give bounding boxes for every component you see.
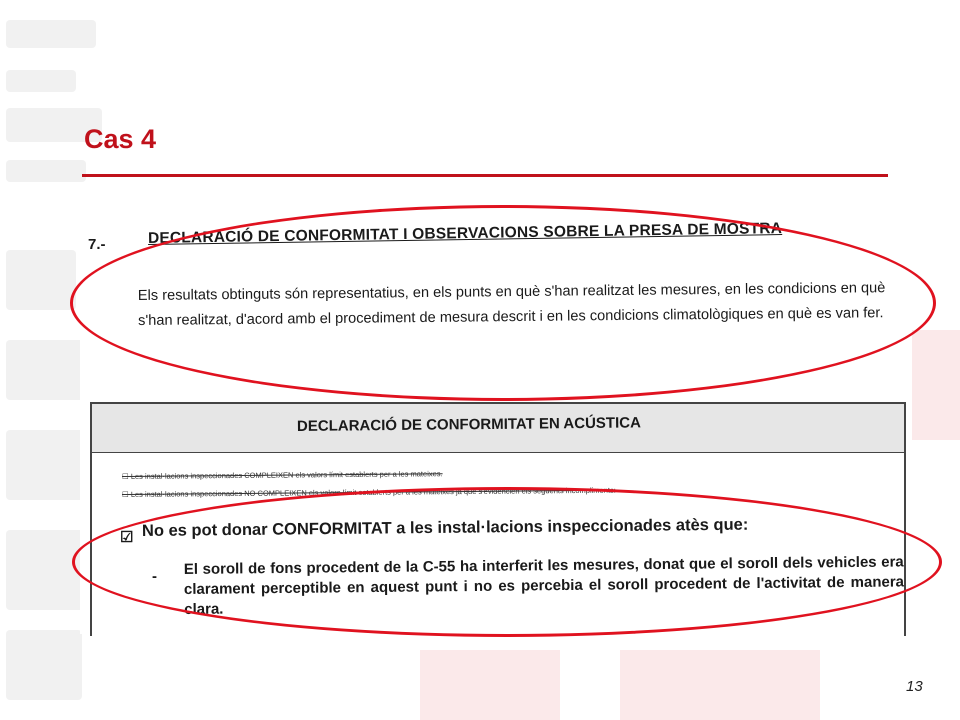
highlight-ellipse-bottom	[72, 487, 942, 637]
slide-title: Cas 4	[84, 124, 157, 154]
background-watermark-red	[420, 650, 560, 720]
conformity-paragraph: Els resultats obtinguts són representatius, en els punts en què s'han realitzat les mesures, en les condicions en què s'han realitzat, d'acord amb el procediment de mesura descrit i en les condicions climatològiques en què es van fer.	[137, 280, 886, 329]
background-watermark-red	[620, 650, 820, 720]
title-underline	[82, 174, 888, 177]
highlight-ellipse-top	[70, 205, 936, 401]
bullet-dash: -	[152, 568, 157, 585]
checked-option-text: No es pot donar CONFORMITAT a les instal·lacions inspeccionades atès que:	[141, 515, 749, 540]
box-heading: DECLARACIÓ DE CONFORMITAT EN ACÚSTICA	[296, 414, 641, 435]
checked-box-icon: ☑	[120, 529, 134, 546]
reason-text: El soroll de fons procedent de la C-55 ha interferit les mesures, donat que el soroll dels vehicles era clarament perceptible en aquest punt i no es percebia el soroll procedent de l'activitat de manera clara.	[183, 553, 905, 618]
option-complies: ☐ Les instal·lacions inspeccionades COMPLEIXEN els valors límit establerts per a les mateixes.	[121, 469, 443, 481]
section-heading: DECLARACIÓ DE CONFORMITAT I OBSERVACIONS SOBRE LA PRESA DE MOSTRA	[147, 220, 783, 247]
option-not-complies: ☐ Les instal·lacions inspeccionades NO COMPLEIXEN els valors límit establerts per a les mateixes ja que s'evidencien els següents incompliments:	[121, 485, 616, 499]
background-watermark-red	[912, 330, 960, 440]
page-number: 13	[906, 678, 923, 695]
section-number: 7.-	[88, 236, 106, 253]
box-header	[92, 404, 904, 453]
